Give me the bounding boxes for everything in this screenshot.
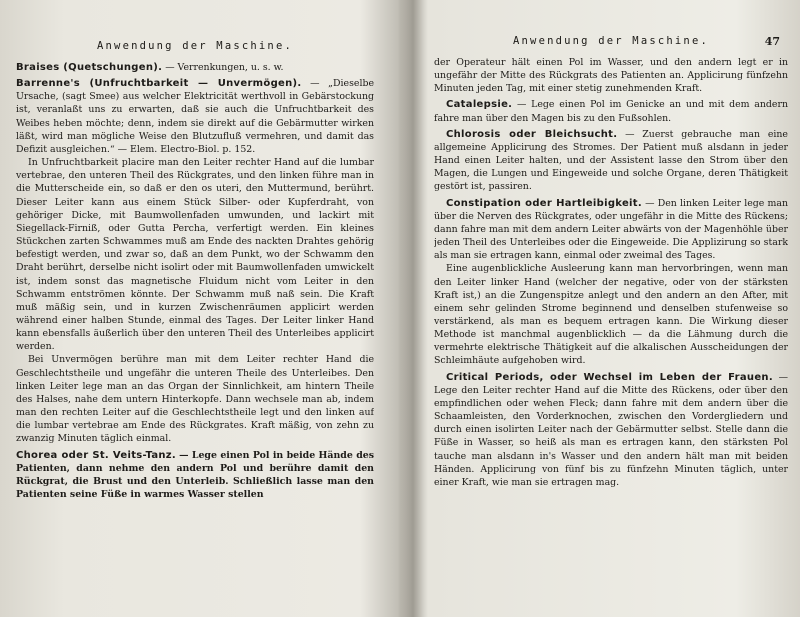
right-page — [434, 0, 788, 617]
section-heading: Chlorosis oder Bleichsucht. — [446, 128, 618, 140]
left-running-head: Anwendung der Maschine. — [97, 40, 293, 52]
paragraph — [16, 61, 374, 74]
paragraph: Eine augenblickliche Ausleerung kann man hervorbringen, wenn man den Leiter linker Hand (welcher der negative, oder von der stärksten Kraft ist,) an die Zungenspitze anlegt und den andern an den After, mit einem sehr gelinden Strome beginnend und denselben stufenweise so verstärkend, als man es bequem ertragen kann. Die Wirkung dieser Methode ist manchmal augenblicklich — da die Lähmung durch die vermehrte elektrische Thätigkeit auf die alkalischen Ausscheidungen der Schleimhäute aufgehoben wird. — [434, 263, 788, 367]
left-page — [16, 0, 374, 617]
right-page-body — [434, 56, 788, 489]
section-text: — Lege den Leiter rechter Hand auf die Mitte des Rückens, oder über den empfindlichen oder wehen Fleck; dann fahre mit dem andern über die Schaamleisten, den Vorderknochen, zwischen den Vordergliedern und durch einen isolirten Leiter nach der Gebärmutter selbst. Stelle dann die Füße in Wasser, so heiß als man es ertragen kann, den stärksten Pol tauche man alsdann in's Wasser und den andern hält man mit beiden Händen. Applicirung von fünf bis zu fünfzehn Minuten täglich, unter einer Kraft, wie man sie ertragen mag. — [434, 371, 788, 488]
paragraph — [434, 128, 788, 194]
right-running-head-text: Anwendung der Maschine. — [513, 35, 709, 47]
page-number: 47 — [764, 35, 780, 48]
paragraph: In Unfruchtbarkeit placire man den Leiter rechter Hand auf die lumbar vertebrae, den unteren Theil des Rückgrates, und den linken führe man in die Mutterscheide ein, so daß er den os uteri, den Muttermund, berührt. Dieser Leiter kann aus einem Stück Silber- oder Kupferdraht, von gehöriger Dicke, mit Baumwollenfaden umwunden, und lackirt mit Siegellack-Firniß, oder Gutta Percha, verfertigt werden. Ein kleines Stückchen zarten Schwammes muß am Ende des nackten Drahtes gehörig befestigt werden, und zwar so, daß an dem Punkt, wo der Schwamm den Draht berührt, derselbe nicht isolirt oder mit Baumwollenfaden umwickelt ist, indem sonst das magnetische Fluidum nicht vom Leiter in den Schwamm entströmen könnte. Der Schwamm muß naß sein. Die Kraft muß mäßig sein, und in kurzen Zwischenräumen applicirt werden während einer halben Stunde, einmal des Tages. Der Leiter linker Hand kann ebensfalls äußerlich über den unteren Theil des Unterleibes applicirt werden. — [16, 157, 374, 353]
section-heading: Critical Periods, oder Wechsel im Leben der Frauen. — [446, 371, 773, 383]
section-heading: Constipation oder Hartleibigkeit. — [446, 197, 642, 209]
section-heading: Braises (Quetschungen). — [16, 62, 163, 73]
section-heading: Catalepsie. — [446, 99, 513, 111]
section-text: — Lege einen Pol in beide Hände des Patienten, dann nehme den andern Pol und berühre damit den Rückgrat, die Brust und den Unterleib. Schließlich lasse man den Patienten seine Füße in warmes Wasser stellen — [16, 449, 374, 500]
paragraph: Bei Unvermögen berühre man mit dem Leiter rechter Hand die Geschlechtstheile und ungefähr die unteren Theile des Unterleibes. Den linken Leiter lege man an das Organ der Sinnlichkeit, am hintern Theile des Halses, nahe dem untern Hinterkopfe. Dann wechsele man ab, indem man den rechten Leiter auf die Geschlechtstheile legt und den linken auf die lumbar vertebrae am Ende des Rückgrates. Kraft mäßig, von zehn zu zwanzig Minuten täglich einmal. — [16, 354, 374, 445]
section-text: — Lege einen Pol im Genicke an und mit dem andern fahre man über den Magen bis zu den Fußsohlen. — [434, 99, 788, 124]
section-text: — Verrenkungen, u. s. w. — [165, 62, 284, 73]
section-text: — Den linken Leiter lege man über die Nerven des Rückgrates, oder ungefähr in die Mitte des Rückens; dann fahre man mit dem andern Leiter abwärts von der Magenhöhle über jeden Theil des Unterleibes oder die Eingeweide. Die Applizirung so stark als man sie ertragen kann, einmal oder zweimal des Tages. — [434, 197, 788, 262]
section-text: — „Dieselbe Ursache, (sagt Smee) aus welcher Elektricität werthvoll in Gebärstockung ist, veranlaßt uns zu erwarten, daß sie auch die Unfruchtbarkeit des Weibes heben möchte; denn, indem sie direkt auf die Gebärmutter wirken läßt, wird man mögliche Weise den Blutzufluß vermehren, und damit das Defizit ausgleichen.“ — Elem. Electro-Biol. p. 152. — [16, 78, 374, 155]
paragraph — [434, 371, 788, 489]
paragraph — [16, 77, 374, 156]
book-gutter — [398, 0, 428, 617]
paragraph — [16, 449, 374, 502]
paragraph: der Operateur hält einen Pol im Wasser, und den andern legt er in ungefähr der Mitte des Rückgrats des Patienten an. Applicirung fünfzehn Minuten jeden Tag, mit einer stetig zunehmenden Kraft. — [434, 57, 788, 95]
section-text: — Zuerst gebrauche man eine allgemeine Applicirung des Stromes. Der Patient muß alsdann in jeder Hand einen Leiter halten, und der Assistent lasse den Strom über den Magen, die Lungen und Eingeweide und solche Organe, deren Thätigkeit gestört ist, passiren. — [434, 128, 788, 193]
section-heading: Barrenne's (Unfruchtbarkeit — Unvermögen). — [16, 78, 302, 90]
left-page-body — [16, 61, 374, 501]
right-running-head — [434, 35, 788, 49]
paragraph — [434, 98, 788, 124]
paragraph — [434, 197, 788, 263]
section-heading: Chorea oder St. Veits-Tanz. — [16, 449, 177, 461]
